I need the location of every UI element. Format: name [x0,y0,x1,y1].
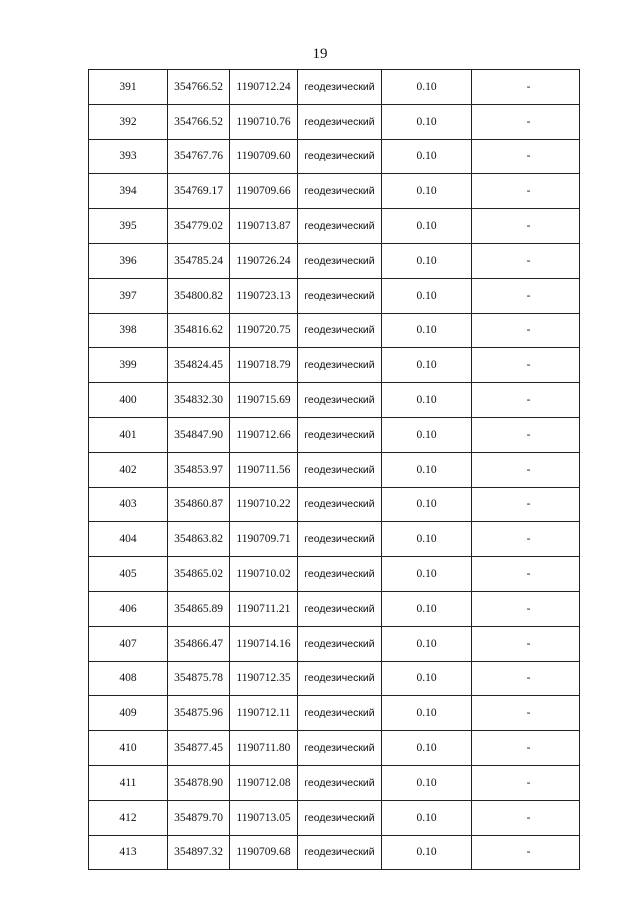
y-coordinate-cell: 1190715.69 [230,383,298,418]
x-coordinate-cell: 354816.62 [168,313,230,348]
method-cell: геодезический [298,487,382,522]
description-cell: - [472,661,580,696]
description-cell: - [472,243,580,278]
point-number-cell: 410 [89,731,168,766]
point-number-cell: 404 [89,522,168,557]
y-coordinate-cell: 1190709.60 [230,139,298,174]
x-coordinate-cell: 354853.97 [168,452,230,487]
description-cell: - [472,452,580,487]
y-coordinate-cell: 1190713.05 [230,800,298,835]
description-cell: - [472,174,580,209]
table-row [89,452,580,487]
description-cell: - [472,557,580,592]
point-number-cell: 394 [89,174,168,209]
method-cell: геодезический [298,348,382,383]
point-number-cell: 401 [89,417,168,452]
method-cell: геодезический [298,417,382,452]
table-row [89,278,580,313]
method-cell: геодезический [298,278,382,313]
point-number-cell: 413 [89,835,168,870]
description-cell: - [472,278,580,313]
method-cell: геодезический [298,557,382,592]
method-cell: геодезический [298,383,382,418]
y-coordinate-cell: 1190726.24 [230,243,298,278]
point-number-cell: 403 [89,487,168,522]
x-coordinate-cell: 354847.90 [168,417,230,452]
x-coordinate-cell: 354865.02 [168,557,230,592]
accuracy-cell: 0.10 [382,487,472,522]
x-coordinate-cell: 354785.24 [168,243,230,278]
description-cell: - [472,696,580,731]
description-cell: - [472,626,580,661]
accuracy-cell: 0.10 [382,243,472,278]
accuracy-cell: 0.10 [382,174,472,209]
x-coordinate-cell: 354878.90 [168,765,230,800]
table-row [89,70,580,105]
y-coordinate-cell: 1190712.11 [230,696,298,731]
table-row [89,835,580,870]
table-row [89,626,580,661]
x-coordinate-cell: 354766.52 [168,70,230,105]
method-cell: геодезический [298,765,382,800]
accuracy-cell: 0.10 [382,313,472,348]
y-coordinate-cell: 1190710.76 [230,104,298,139]
point-number-cell: 402 [89,452,168,487]
description-cell: - [472,209,580,244]
description-cell: - [472,487,580,522]
table-row [89,348,580,383]
accuracy-cell: 0.10 [382,70,472,105]
table-row [89,417,580,452]
x-coordinate-cell: 354863.82 [168,522,230,557]
y-coordinate-cell: 1190711.80 [230,731,298,766]
method-cell: геодезический [298,243,382,278]
x-coordinate-cell: 354779.02 [168,209,230,244]
x-coordinate-cell: 354800.82 [168,278,230,313]
table-row [89,209,580,244]
table-row [89,487,580,522]
description-cell: - [472,835,580,870]
accuracy-cell: 0.10 [382,731,472,766]
description-cell: - [472,522,580,557]
description-cell: - [472,313,580,348]
point-number-cell: 412 [89,800,168,835]
table-row [89,104,580,139]
method-cell: геодезический [298,522,382,557]
point-number-cell: 409 [89,696,168,731]
accuracy-cell: 0.10 [382,139,472,174]
point-number-cell: 393 [89,139,168,174]
table-row [89,731,580,766]
y-coordinate-cell: 1190712.24 [230,70,298,105]
table-row [89,522,580,557]
point-number-cell: 406 [89,591,168,626]
method-cell: геодезический [298,626,382,661]
y-coordinate-cell: 1190711.21 [230,591,298,626]
y-coordinate-cell: 1190713.87 [230,209,298,244]
x-coordinate-cell: 354875.78 [168,661,230,696]
accuracy-cell: 0.10 [382,452,472,487]
method-cell: геодезический [298,731,382,766]
method-cell: геодезический [298,835,382,870]
description-cell: - [472,70,580,105]
accuracy-cell: 0.10 [382,522,472,557]
x-coordinate-cell: 354860.87 [168,487,230,522]
coordinates-table [88,69,580,870]
x-coordinate-cell: 354875.96 [168,696,230,731]
x-coordinate-cell: 354879.70 [168,800,230,835]
point-number-cell: 395 [89,209,168,244]
coordinates-table-body [89,70,580,870]
method-cell: геодезический [298,104,382,139]
point-number-cell: 398 [89,313,168,348]
method-cell: геодезический [298,452,382,487]
accuracy-cell: 0.10 [382,104,472,139]
y-coordinate-cell: 1190709.71 [230,522,298,557]
x-coordinate-cell: 354866.47 [168,626,230,661]
description-cell: - [472,591,580,626]
accuracy-cell: 0.10 [382,800,472,835]
accuracy-cell: 0.10 [382,278,472,313]
point-number-cell: 399 [89,348,168,383]
description-cell: - [472,139,580,174]
method-cell: геодезический [298,661,382,696]
accuracy-cell: 0.10 [382,383,472,418]
point-number-cell: 407 [89,626,168,661]
point-number-cell: 408 [89,661,168,696]
x-coordinate-cell: 354766.52 [168,104,230,139]
method-cell: геодезический [298,139,382,174]
table-row [89,765,580,800]
method-cell: геодезический [298,591,382,626]
table-row [89,800,580,835]
page-number: 19 [312,46,328,62]
method-cell: геодезический [298,800,382,835]
table-row [89,557,580,592]
table-row [89,174,580,209]
y-coordinate-cell: 1190710.02 [230,557,298,592]
point-number-cell: 391 [89,70,168,105]
accuracy-cell: 0.10 [382,626,472,661]
y-coordinate-cell: 1190710.22 [230,487,298,522]
y-coordinate-cell: 1190723.13 [230,278,298,313]
description-cell: - [472,383,580,418]
y-coordinate-cell: 1190714.16 [230,626,298,661]
accuracy-cell: 0.10 [382,591,472,626]
table-row [89,591,580,626]
description-cell: - [472,417,580,452]
y-coordinate-cell: 1190712.66 [230,417,298,452]
y-coordinate-cell: 1190709.66 [230,174,298,209]
point-number-cell: 397 [89,278,168,313]
table-row [89,696,580,731]
x-coordinate-cell: 354877.45 [168,731,230,766]
point-number-cell: 405 [89,557,168,592]
description-cell: - [472,348,580,383]
accuracy-cell: 0.10 [382,835,472,870]
accuracy-cell: 0.10 [382,209,472,244]
description-cell: - [472,800,580,835]
accuracy-cell: 0.10 [382,557,472,592]
x-coordinate-cell: 354767.76 [168,139,230,174]
point-number-cell: 396 [89,243,168,278]
description-cell: - [472,765,580,800]
accuracy-cell: 0.10 [382,696,472,731]
y-coordinate-cell: 1190712.35 [230,661,298,696]
method-cell: геодезический [298,696,382,731]
table-row [89,243,580,278]
y-coordinate-cell: 1190712.08 [230,765,298,800]
point-number-cell: 392 [89,104,168,139]
y-coordinate-cell: 1190711.56 [230,452,298,487]
y-coordinate-cell: 1190720.75 [230,313,298,348]
y-coordinate-cell: 1190718.79 [230,348,298,383]
y-coordinate-cell: 1190709.68 [230,835,298,870]
table-row [89,661,580,696]
method-cell: геодезический [298,174,382,209]
table-row [89,313,580,348]
point-number-cell: 400 [89,383,168,418]
method-cell: геодезический [298,70,382,105]
table-row [89,383,580,418]
point-number-cell: 411 [89,765,168,800]
accuracy-cell: 0.10 [382,348,472,383]
x-coordinate-cell: 354832.30 [168,383,230,418]
x-coordinate-cell: 354897.32 [168,835,230,870]
description-cell: - [472,731,580,766]
accuracy-cell: 0.10 [382,417,472,452]
x-coordinate-cell: 354824.45 [168,348,230,383]
accuracy-cell: 0.10 [382,661,472,696]
description-cell: - [472,104,580,139]
accuracy-cell: 0.10 [382,765,472,800]
table-row [89,139,580,174]
x-coordinate-cell: 354769.17 [168,174,230,209]
method-cell: геодезический [298,313,382,348]
method-cell: геодезический [298,209,382,244]
x-coordinate-cell: 354865.89 [168,591,230,626]
